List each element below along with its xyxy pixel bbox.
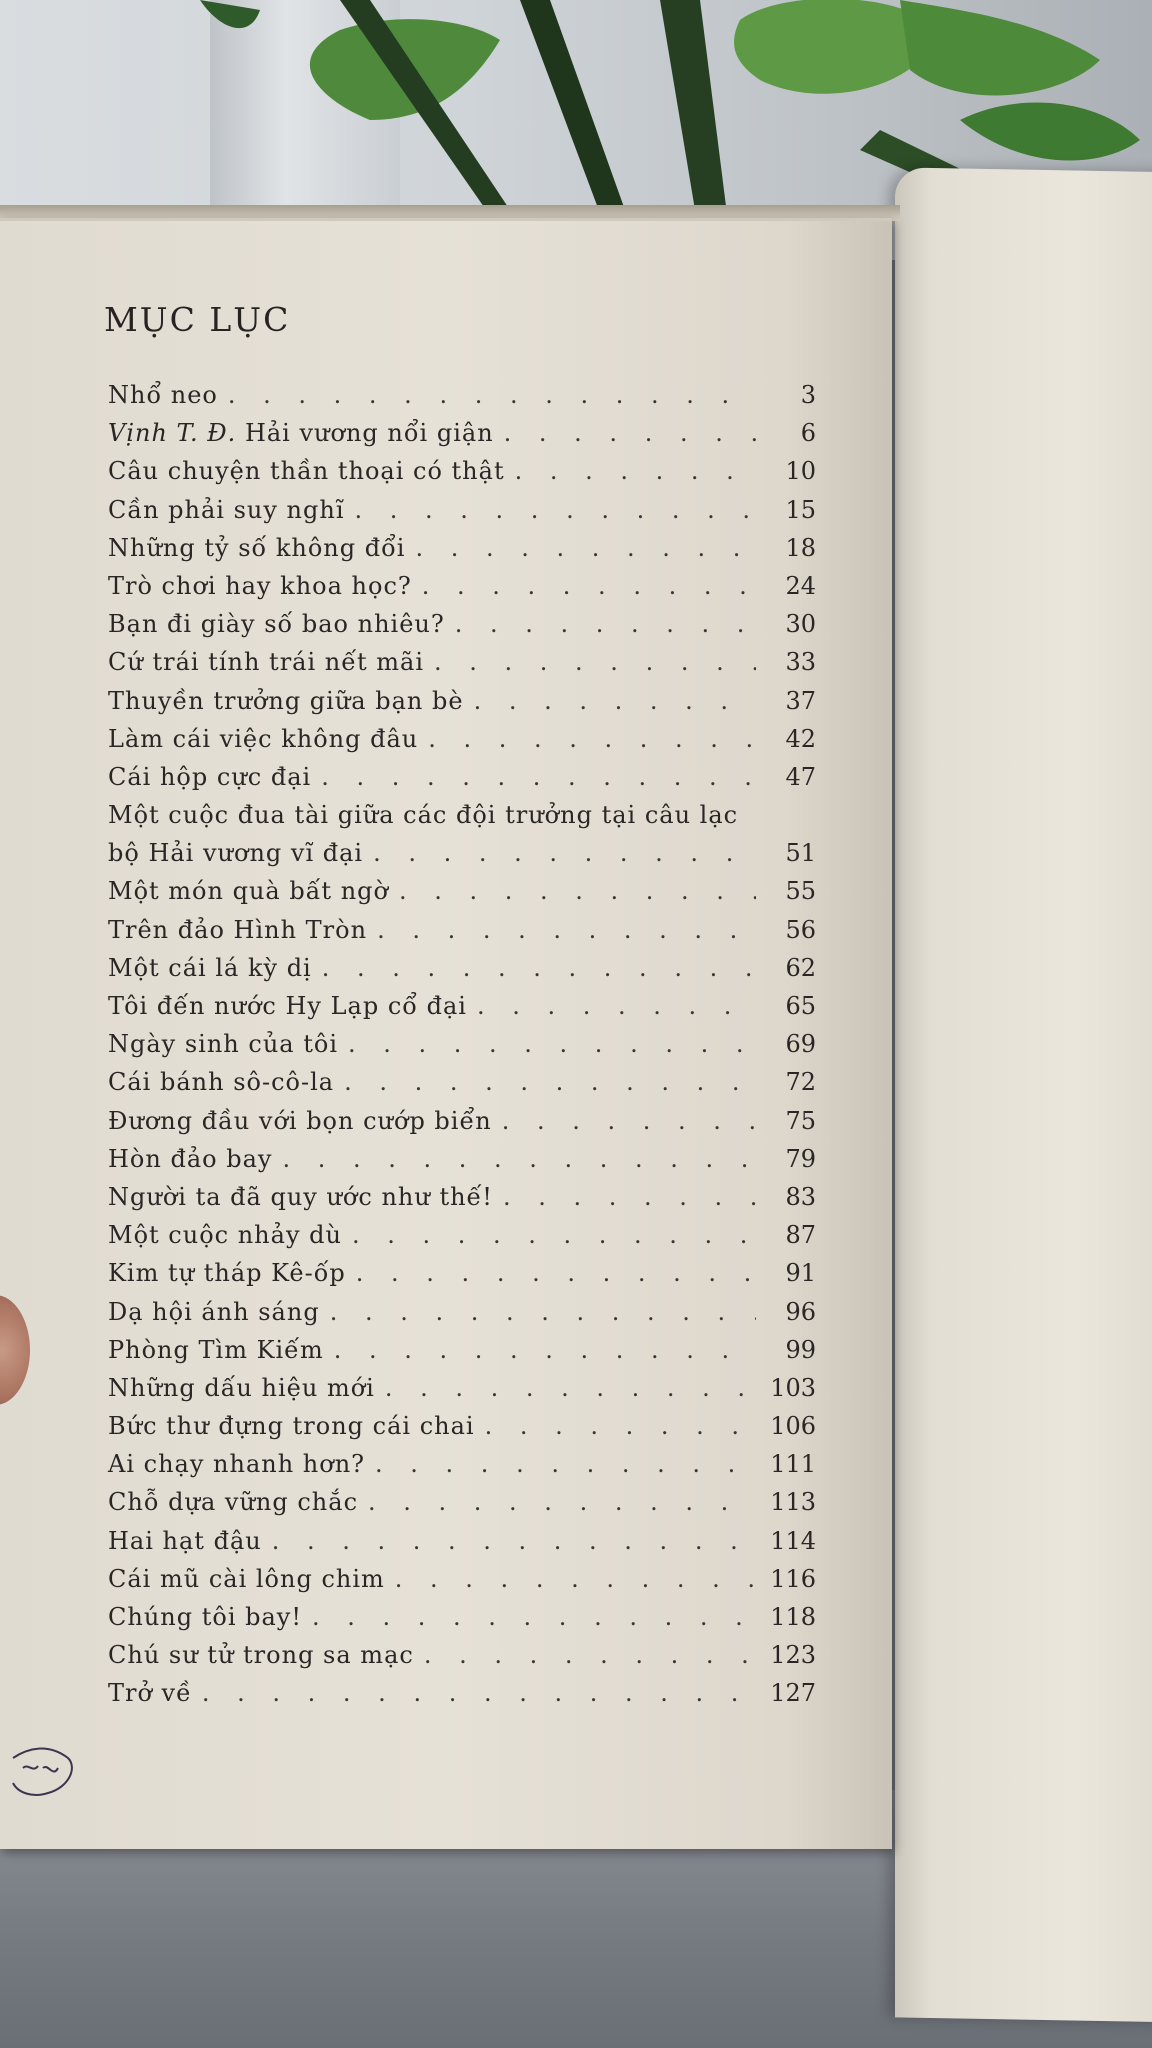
toc-entry-page: 72 (785, 1068, 816, 1097)
toc-entry-page: 99 (785, 1335, 816, 1364)
toc-entry (108, 1445, 816, 1483)
toc-entry-page: 96 (785, 1297, 816, 1326)
toc-entry-title: Nhổ neo (108, 381, 218, 409)
toc-entry (108, 720, 816, 758)
dot-leader (322, 949, 756, 987)
toc-entry-page: 83 (785, 1182, 816, 1211)
toc-entry (108, 1522, 816, 1560)
toc-title: MỤC LỤC (104, 300, 291, 339)
toc-entry-page: 18 (785, 533, 816, 562)
dot-leader (228, 376, 756, 414)
toc-entry (108, 1178, 816, 1216)
toc-entry-page: 30 (785, 610, 816, 639)
toc-entry (108, 949, 816, 987)
toc-entry (108, 1216, 816, 1254)
toc-entry-title: Trở về (108, 1679, 192, 1708)
toc-entry (108, 682, 816, 720)
toc-entry-title: Trên đảo Hình Tròn (108, 915, 368, 944)
toc-entry-title: Đương đầu với bọn cướp biển (108, 1106, 492, 1135)
toc-entry (108, 758, 816, 796)
toc-entry-title: Hòn đảo bay (108, 1144, 273, 1173)
toc-entry-title: Làm cái việc không đâu (108, 724, 419, 753)
dot-leader (428, 720, 756, 758)
toc-entry (108, 911, 816, 949)
dot-leader (373, 834, 756, 872)
toc-entry-page: 3 (800, 381, 816, 409)
toc-entry (108, 1636, 816, 1674)
toc-entry-title: Chỗ dựa vững chắc (108, 1488, 359, 1517)
dot-leader (422, 567, 756, 605)
toc-entry-title: Tôi đến nước Hy Lạp cổ đại (108, 992, 467, 1020)
handwritten-mark (8, 1738, 88, 1808)
toc-entry-title: Một cuộc nhảy dù (108, 1221, 342, 1250)
toc-entry (108, 452, 816, 490)
dot-leader (375, 1445, 756, 1483)
toc-entry (108, 1140, 816, 1178)
dot-leader (434, 643, 756, 681)
toc-entry-page: 10 (785, 457, 816, 486)
toc-entry-title: Một cái lá kỳ dị (108, 953, 312, 982)
dot-leader (321, 758, 756, 796)
dot-leader (356, 1254, 756, 1292)
toc-entry-title: Cái mũ cài lông chim (108, 1564, 385, 1593)
dot-leader (415, 529, 756, 567)
toc-entry-page: 65 (785, 992, 816, 1020)
toc-entry-page: 103 (770, 1373, 816, 1402)
toc-entry (108, 605, 816, 643)
toc-entry-title: Cái hộp cực đại (108, 762, 312, 791)
toc-entry (108, 1102, 816, 1140)
toc-entry (108, 1293, 816, 1331)
toc-entry-title: Cái bánh sô-cô-la (108, 1068, 335, 1097)
dot-leader (348, 1025, 756, 1063)
dot-leader (334, 1331, 756, 1369)
toc-entry (108, 1598, 816, 1636)
toc-entry-page: 15 (785, 495, 816, 524)
toc-entry (108, 376, 816, 414)
dot-leader (377, 911, 756, 949)
toc-entry-title: Ai chạy nhanh hơn? (108, 1450, 366, 1479)
dot-leader (515, 452, 756, 490)
dot-leader (395, 1560, 756, 1598)
toc-entry-page: 123 (770, 1641, 816, 1670)
toc-entry-title: Bạn đi giày số bao nhiêu? (108, 610, 445, 639)
toc-entry (108, 1369, 816, 1407)
toc-entry-continuation (108, 834, 816, 872)
toc-entry-title: Cứ trái tính trái nết mãi (108, 648, 425, 677)
toc-entry-page: 37 (785, 686, 816, 715)
toc-entry (108, 1254, 816, 1292)
toc-entry-page: 6 (800, 419, 816, 448)
dot-leader (504, 414, 756, 452)
dot-leader (455, 605, 756, 643)
dot-leader (368, 1483, 756, 1521)
toc-entry-title: Những dấu hiệu mới (108, 1373, 375, 1402)
toc-entry (108, 987, 816, 1025)
toc-entry-title: Câu chuyện thần thoại có thật (108, 457, 505, 486)
toc-entry-title: Bức thư đựng trong cái chai (108, 1412, 475, 1441)
toc-entry (108, 529, 816, 567)
toc-entry-page: 56 (785, 915, 816, 944)
toc-entry (108, 1674, 816, 1712)
dot-leader (312, 1598, 756, 1636)
toc-entry (108, 491, 816, 529)
toc-entry-title: Hải vương nổi giận (244, 419, 494, 448)
toc-entry-page: 75 (785, 1106, 816, 1135)
toc-entry-page: 42 (785, 724, 816, 753)
dot-leader (272, 1522, 756, 1560)
toc-entry-page: 69 (785, 1030, 816, 1059)
toc-entry-page: 62 (785, 953, 816, 982)
toc-entry-title: Dạ hội ánh sáng (108, 1297, 320, 1326)
toc-entry-page: 33 (785, 648, 816, 677)
toc-entry (108, 567, 816, 605)
dot-leader (344, 1063, 756, 1101)
toc-entry-page: 127 (770, 1679, 816, 1708)
right-page (895, 167, 1152, 2022)
dot-leader (503, 1178, 756, 1216)
toc-entry-title-italic: Vịnh T. Đ. (108, 419, 237, 448)
toc-entry-page: 55 (785, 877, 816, 906)
toc-entry (108, 414, 816, 452)
toc-entry-title-continuation: bộ Hải vương vĩ đại (108, 839, 364, 868)
toc-entry (108, 796, 816, 834)
toc-entry-title: Thuyền trưởng giữa bạn bè (108, 686, 464, 715)
toc-entry (108, 1483, 816, 1521)
dot-leader (424, 1636, 756, 1674)
dot-leader (502, 1102, 756, 1140)
dot-leader (485, 1407, 756, 1445)
dot-leader (282, 1140, 756, 1178)
dot-leader (477, 987, 756, 1025)
toc-entry-title: Cần phải suy nghĩ (108, 495, 345, 524)
toc-entry (108, 643, 816, 681)
dot-leader (385, 1369, 756, 1407)
toc-entry-page: 114 (770, 1526, 816, 1555)
toc-entry-title: Hai hạt đậu (108, 1526, 262, 1555)
dot-leader (474, 682, 756, 720)
toc-entry-page: 24 (785, 571, 816, 600)
toc-entry (108, 872, 816, 910)
toc-entry-title: Phòng Tìm Kiếm (108, 1335, 324, 1364)
toc-entry-page: 79 (785, 1144, 816, 1173)
toc-entry-page: 91 (785, 1259, 816, 1288)
toc-entry (108, 1025, 816, 1063)
dot-leader (355, 491, 756, 529)
dot-leader (330, 1293, 756, 1331)
toc-entry-page: 51 (785, 839, 816, 868)
dot-leader (352, 1216, 756, 1254)
dot-leader (202, 1674, 756, 1712)
toc-entry-title: Ngày sinh của tôi (108, 1030, 338, 1059)
dot-leader (399, 872, 756, 910)
toc-entry-page: 113 (770, 1488, 816, 1517)
toc-entry-title: Trò chơi hay khoa học? (108, 571, 412, 600)
toc-entry (108, 1407, 816, 1445)
toc-entry (108, 1331, 816, 1369)
toc-entry-page: 47 (785, 762, 816, 791)
toc-entry-page: 87 (785, 1221, 816, 1250)
toc-list (108, 376, 816, 1713)
toc-entry-title: Chú sư tử trong sa mạc (108, 1641, 414, 1670)
toc-entry-page: 106 (770, 1412, 816, 1441)
toc-entry-page: 111 (770, 1450, 816, 1479)
toc-entry-title: Chúng tôi bay! (108, 1603, 302, 1631)
toc-entry-title: Những tỷ số không đổi (108, 533, 406, 562)
toc-entry-page: 116 (770, 1564, 816, 1593)
toc-entry (108, 1560, 816, 1598)
toc-entry-title: Một món quà bất ngờ (108, 877, 389, 906)
toc-entry-title: Một cuộc đua tài giữa các đội trưởng tại câu lạc (108, 801, 739, 830)
toc-entry-title: Kim tự tháp Kê-ốp (108, 1259, 346, 1288)
toc-entry (108, 1063, 816, 1101)
toc-entry-title: Người ta đã quy ước như thế! (108, 1182, 493, 1211)
toc-entry-page: 118 (770, 1603, 816, 1631)
